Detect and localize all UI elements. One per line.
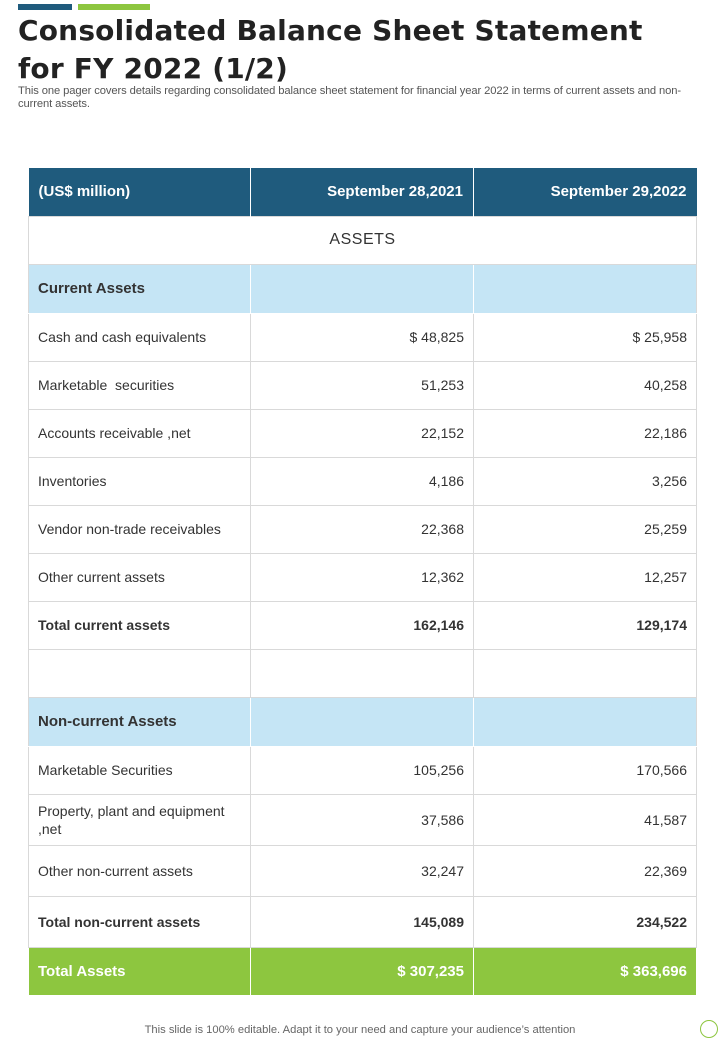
row-value-2021: 12,362 — [251, 553, 474, 601]
total-noncurrent-2022: 234,522 — [474, 896, 697, 947]
row-value-2022: 22,369 — [474, 845, 697, 896]
row-value-2021: 37,586 — [251, 794, 474, 845]
row-value-2022: 41,587 — [474, 794, 697, 845]
balance-sheet-table — [28, 168, 697, 995]
footer-note: This slide is 100% editable. Adapt it to your need and capture your audience’s attention — [144, 1024, 576, 1036]
table-header-row — [29, 168, 697, 216]
table-row — [29, 457, 697, 505]
total-current-2021: 162,146 — [251, 601, 474, 649]
section-row-noncurrent — [29, 697, 697, 746]
section-heading-current: Current Assets — [29, 264, 251, 313]
total-noncurrent-2021: 145,089 — [251, 896, 474, 947]
row-value-2022: 170,566 — [474, 746, 697, 794]
row-label: Inventories — [29, 457, 251, 505]
table-row — [29, 361, 697, 409]
total-row-current — [29, 601, 697, 649]
row-label: Accounts receivable ,net — [29, 409, 251, 457]
table-row — [29, 794, 697, 845]
row-label: Marketable securities — [29, 361, 251, 409]
spacer-row — [29, 649, 697, 697]
row-value-2022: 25,259 — [474, 505, 697, 553]
row-value-2021: 51,253 — [251, 361, 474, 409]
total-noncurrent-label: Total non-current assets — [29, 896, 251, 947]
row-value-2021: 4,186 — [251, 457, 474, 505]
row-value-2022: 12,257 — [474, 553, 697, 601]
table-row — [29, 313, 697, 361]
row-label: Other non-current assets — [29, 845, 251, 896]
row-label: Property, plant and equipment ,net — [29, 794, 251, 845]
row-value-2022: $ 25,958 — [474, 313, 697, 361]
page-title: Consolidated Balance Sheet Statement for FY 2022 (1/2) — [18, 14, 643, 85]
assets-heading: ASSETS — [29, 216, 697, 264]
grand-total-label: Total Assets — [29, 947, 251, 995]
top-accent-bar-blue — [18, 4, 72, 10]
column-header-2021: September 28,2021 — [251, 168, 474, 216]
row-value-2022: 40,258 — [474, 361, 697, 409]
row-label: Cash and cash equivalents — [29, 313, 251, 361]
section-row-current — [29, 264, 697, 313]
grand-total-row — [29, 947, 697, 995]
row-value-2022: 22,186 — [474, 409, 697, 457]
row-label: Other current assets — [29, 553, 251, 601]
top-accent-bar-green — [78, 4, 150, 10]
table-row — [29, 505, 697, 553]
assets-heading-row — [29, 216, 697, 264]
row-value-2021: 22,368 — [251, 505, 474, 553]
grand-total-2021: $ 307,235 — [251, 947, 474, 995]
row-label: Marketable Securities — [29, 746, 251, 794]
grand-total-2022: $ 363,696 — [474, 947, 697, 995]
circle-icon — [700, 1020, 718, 1038]
section-heading-noncurrent: Non-current Assets — [29, 697, 251, 746]
total-row-noncurrent — [29, 896, 697, 947]
row-value-2022: 3,256 — [474, 457, 697, 505]
row-value-2021: $ 48,825 — [251, 313, 474, 361]
table-row — [29, 845, 697, 896]
table-row — [29, 746, 697, 794]
table-row — [29, 409, 697, 457]
total-current-2022: 129,174 — [474, 601, 697, 649]
column-header-unit: (US$ million) — [29, 168, 251, 216]
row-value-2021: 32,247 — [251, 845, 474, 896]
table-row — [29, 553, 697, 601]
row-value-2021: 105,256 — [251, 746, 474, 794]
row-label: Vendor non-trade receivables — [29, 505, 251, 553]
row-value-2021: 22,152 — [251, 409, 474, 457]
page-subtitle: This one pager covers details regarding consolidated balance sheet statement for financial year 2022 in terms of current assets and non-current assets. — [18, 85, 682, 110]
total-current-label: Total current assets — [29, 601, 251, 649]
column-header-2022: September 29,2022 — [474, 168, 697, 216]
